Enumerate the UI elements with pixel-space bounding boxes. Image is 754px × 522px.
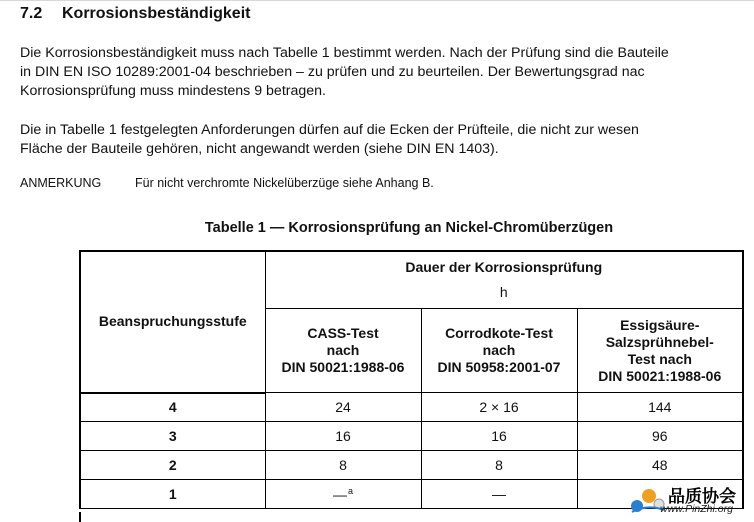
column-header-essig: [577, 309, 743, 393]
cass-cell: 16: [265, 422, 421, 451]
paragraph-1: [20, 44, 669, 101]
column-header-corrodkote: [421, 309, 577, 393]
paragraph-line: in DIN EN ISO 10289:2001-04 beschrieben – zu prüfen und zu beurteilen. Der Bewertungsgrad nac: [20, 64, 645, 80]
corrodkote-cell: —: [421, 480, 577, 509]
stufe-cell: 3: [80, 422, 265, 451]
cass-value: —: [332, 486, 347, 503]
section-title: Korrosionsbeständigkeit: [62, 5, 251, 22]
note: [20, 176, 434, 190]
note-label: ANMERKUNG: [20, 176, 102, 190]
header-line: Test nach: [627, 350, 692, 367]
stufe-cell: 1: [80, 480, 265, 509]
header-line: Salzsprühnebel-: [605, 333, 714, 350]
corrodkote-cell: 2 × 16: [421, 393, 577, 422]
group-header-unit: h: [499, 284, 508, 300]
corrodkote-cell: 8: [421, 451, 577, 480]
note-text: Für nicht verchromte Nickelüberzüge siehe Anhang B.: [135, 176, 434, 190]
watermark: [628, 482, 752, 520]
paragraph-2: [20, 121, 639, 159]
table-caption: Tabelle 1 — Korrosionsprüfung an Nickel-Chromüberzügen: [204, 220, 614, 236]
header-line: Corrodkote-Test: [445, 325, 553, 341]
stub-header: Beanspruchungsstufe: [80, 251, 265, 393]
corrosion-table: [79, 250, 744, 509]
cass-cell: 24: [265, 393, 421, 422]
paragraph-line: Korrosionsprüfung muss mindestens 9 betragen.: [20, 83, 326, 99]
header-line: nach: [482, 342, 516, 358]
table-row: [80, 422, 743, 451]
watermark-name: 品质协会: [668, 487, 736, 507]
essig-cell: 96: [577, 422, 743, 451]
group-header: [265, 251, 743, 309]
header-line: Essigsäure-: [620, 316, 700, 333]
header-line: DIN 50021:1988-06: [281, 359, 405, 375]
top-rule: [0, 0, 754, 1]
footnote-marker: a: [347, 485, 353, 496]
stufe-cell: 4: [80, 393, 265, 422]
section-heading: [20, 5, 250, 23]
table-row: [80, 393, 743, 422]
cass-cell: 8: [265, 451, 421, 480]
paragraph-line: Die Korrosionsbeständigkeit muss nach Tabelle 1 bestimmt werden. Nach der Prüfung sind die Bauteile: [20, 45, 669, 61]
corrodkote-cell: 16: [421, 422, 577, 451]
stufe-cell: 2: [80, 451, 265, 480]
paragraph-line: Fläche der Bauteile gehören, nicht angewandt werden (siehe DIN EN 1403).: [20, 141, 499, 157]
essig-cell: 144: [577, 393, 743, 422]
header-line: DIN 50021:1988-06: [598, 367, 722, 384]
table-row: [80, 451, 743, 480]
section-number: 7.2: [20, 5, 43, 22]
table-border-continuation: [79, 512, 81, 522]
group-header-title: Dauer der Korrosionsprüfung: [405, 259, 603, 275]
header-line: nach: [326, 342, 360, 358]
header-line: CASS-Test: [307, 325, 379, 341]
essig-cell: 48: [577, 451, 743, 480]
header-line: DIN 50958:2001-07: [437, 359, 561, 375]
watermark-url: www.PinZhi.org: [660, 503, 733, 515]
paragraph-line: Die in Tabelle 1 festgelegten Anforderungen dürfen auf die Ecken der Prüfteile, die nicht zur wesen: [20, 122, 639, 138]
column-header-cass: [265, 309, 421, 393]
cass-cell: [265, 480, 421, 509]
